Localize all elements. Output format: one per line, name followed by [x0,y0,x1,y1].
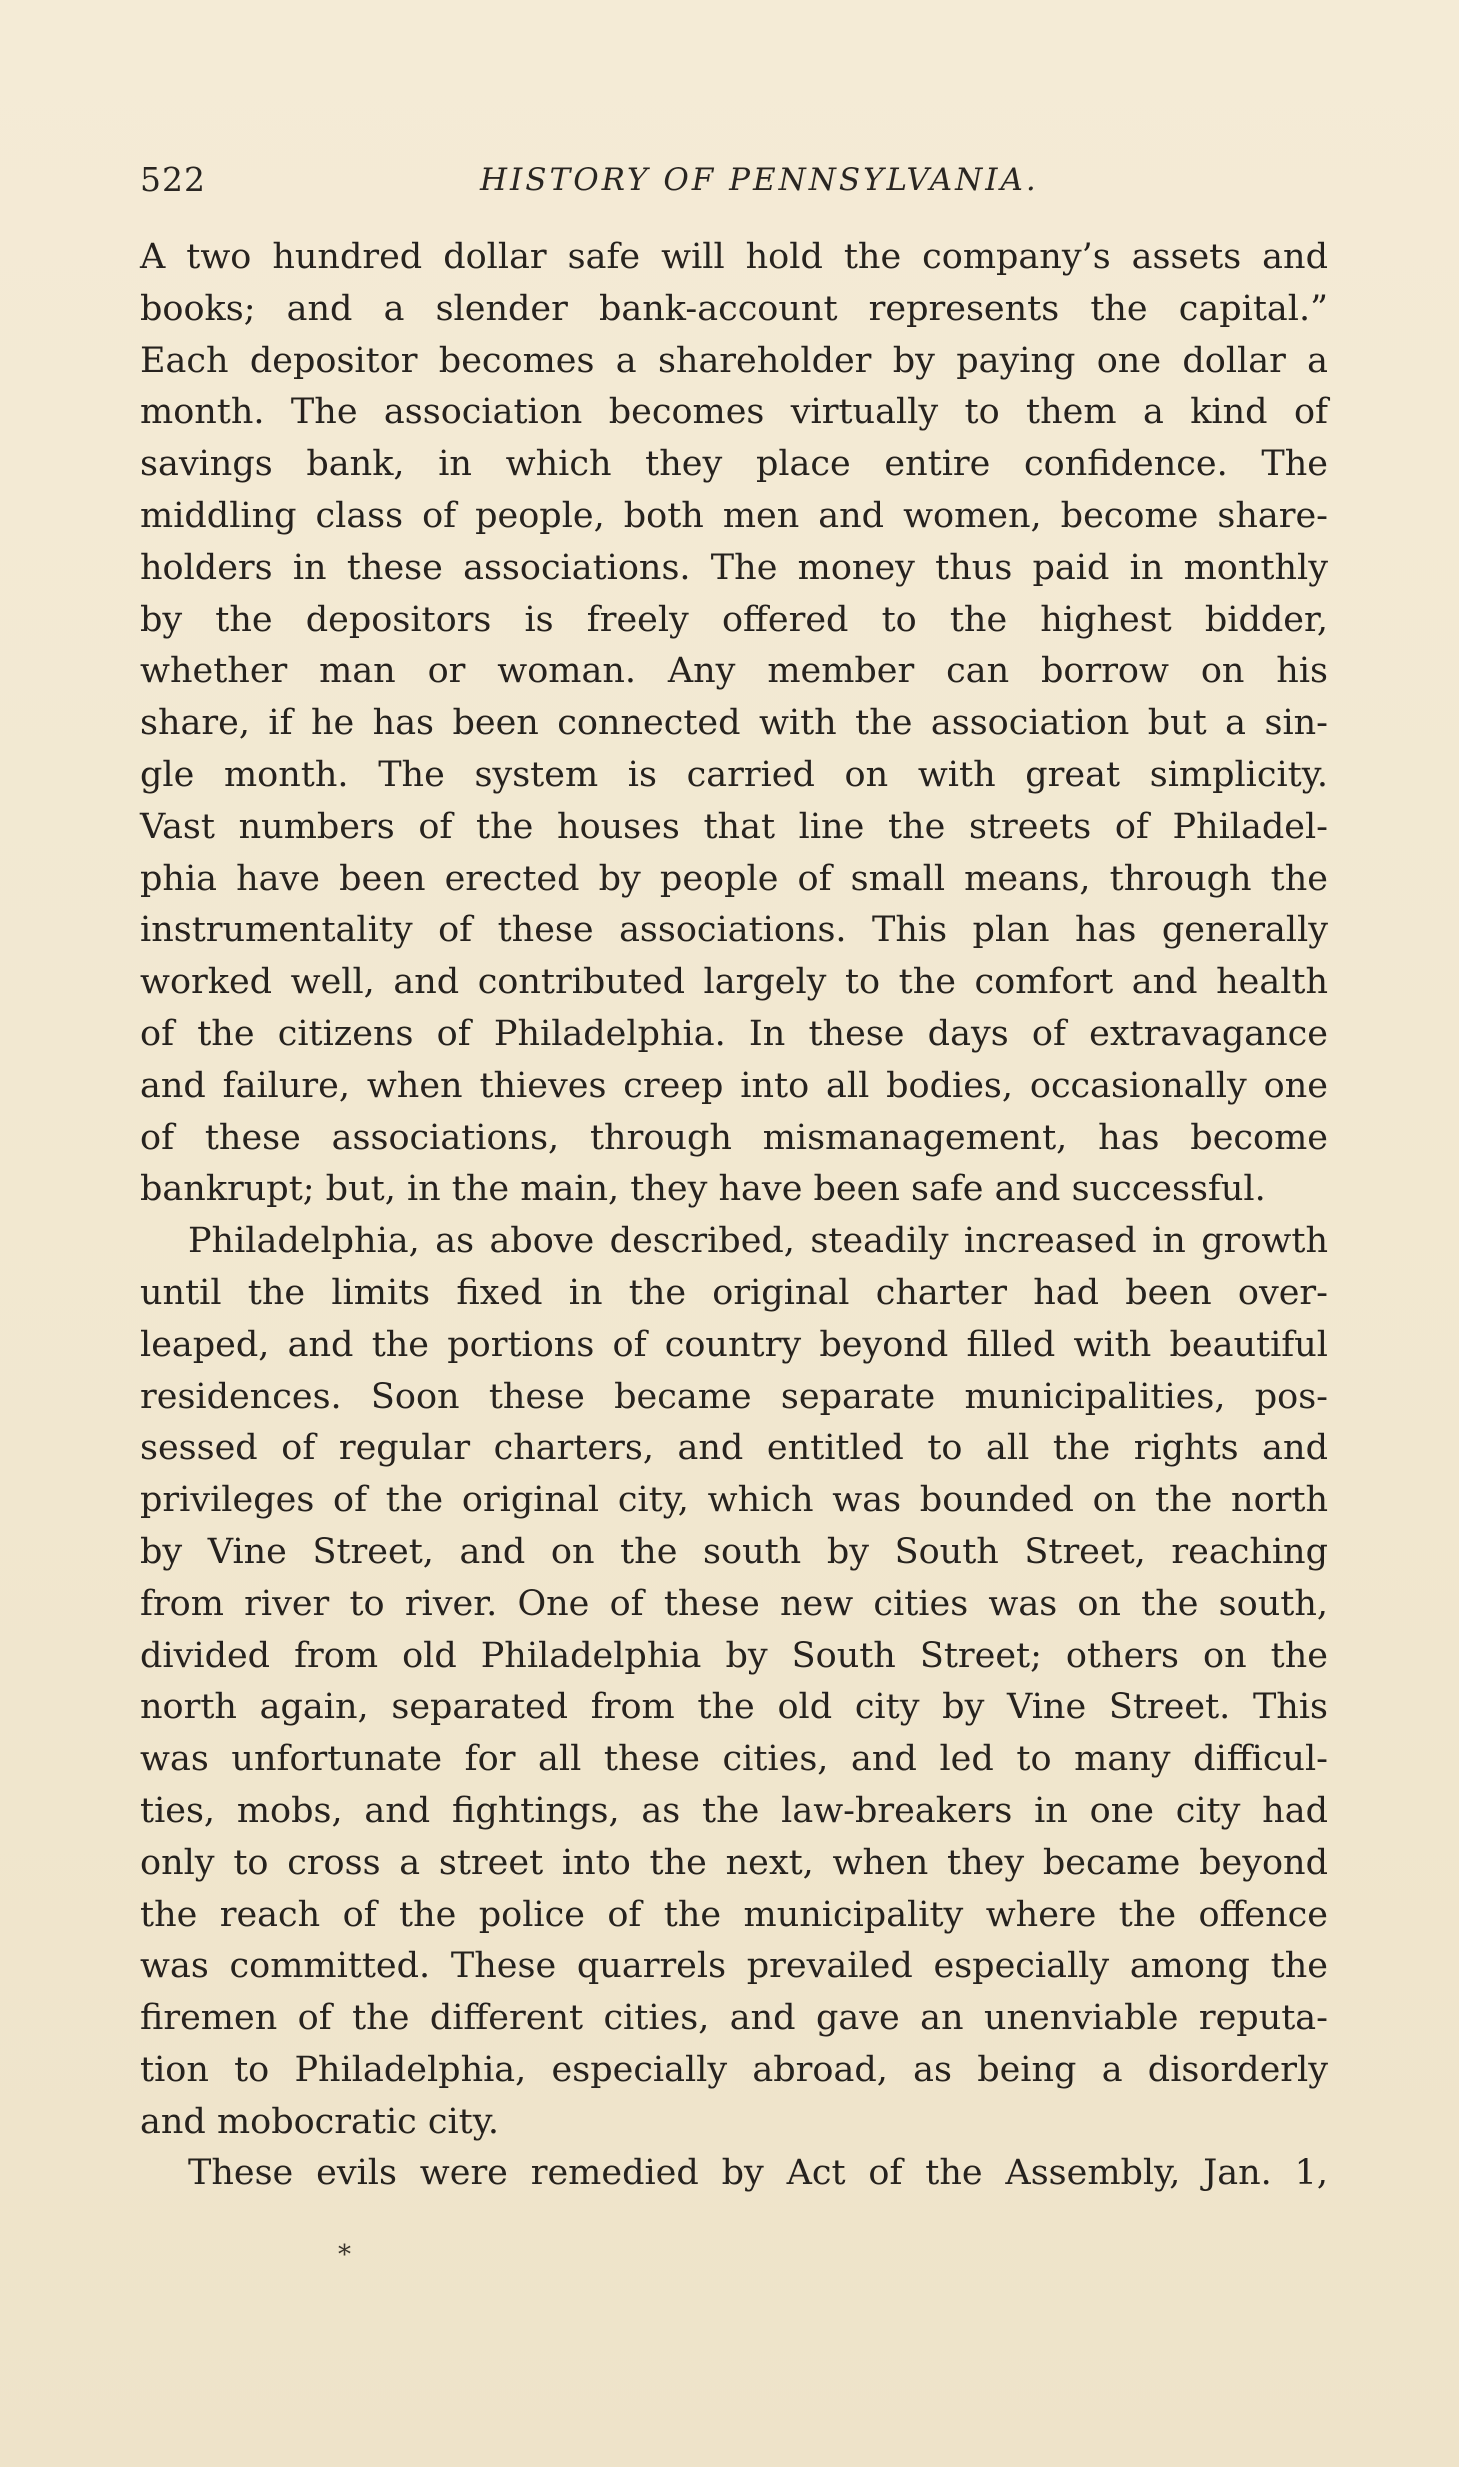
text-line: by Vine Street, and on the south by South Street, reaching [140,1531,1328,1572]
text-line: divided from old Philadelphia by South Street; others on the [140,1635,1328,1676]
text-line: by the depositors is freely offered to the highest bidder, [140,599,1328,640]
text-line: books; and a slender bank-account represents the capital.” [140,288,1328,329]
text-line: and mobocratic city. [140,2101,499,2142]
text-line: Each depositor becomes a shareholder by paying one dollar a [140,340,1328,381]
text-line: worked well, and contributed largely to the comfort and health [140,962,1328,1003]
text-line: was committed. These quarrels prevailed especially among the [140,1946,1328,1987]
text-line: of these associations, through mismanagement, has become [140,1117,1328,1158]
page-number: 522 [140,160,206,199]
text-line: only to cross a street into the next, when they became beyond [140,1842,1328,1883]
text-line: month. The association becomes virtually to them a kind of [140,392,1328,433]
text-line: gle month. The system is carried on with great simplicity. [140,754,1328,795]
page-header [140,160,1320,204]
body-text [140,232,1328,2200]
text-line: whether man or woman. Any member can borrow on his [140,651,1328,692]
text-line: phia have been erected by people of small means, through the [140,858,1328,899]
text-line: A two hundred dollar safe will hold the company’s assets and [140,237,1328,277]
text-line: Philadelphia, as above described, steadily increased in growth [188,1221,1328,1262]
text-line: instrumentality of these associations. This plan has generally [140,910,1328,951]
text-line: These evils were remedied by Act of the Assembly, Jan. 1, [188,2153,1328,2194]
text-line: of the citizens of Philadelphia. In these days of extravagance [140,1013,1328,1054]
text-line: savings bank, in which they place entire confidence. The [140,444,1328,485]
text-line: north again, separated from the old city by Vine Street. This [140,1687,1328,1728]
text-line: and failure, when thieves creep into all bodies, occasionally one [140,1065,1328,1106]
text-line: leaped, and the portions of country beyond filled with beautiful [140,1324,1328,1365]
text-line: sessed of regular charters, and entitled to all the rights and [140,1428,1328,1469]
running-title: HISTORY OF PENNSYLVANIA. [480,162,1039,198]
text-line: firemen of the different cities, and gave an unenviable reputa- [140,1998,1328,2039]
text-line: share, if he has been connected with the association but a sin- [140,703,1328,744]
text-line: was unfortunate for all these cities, and led to many difficul- [140,1739,1328,1780]
text-line: holders in these associations. The money thus paid in monthly [140,547,1328,588]
text-line: privileges of the original city, which was bounded on the north [140,1480,1328,1521]
text-line: residences. Soon these became separate municipalities, pos- [140,1376,1328,1417]
text-line: ties, mobs, and fightings, as the law-breakers in one city had [140,1790,1328,1831]
text-line: middling class of people, both men and women, become share- [140,495,1328,536]
text-line: from river to river. One of these new cities was on the south, [140,1583,1328,1624]
signature-mark: * [338,2240,351,2270]
text-line: tion to Philadelphia, especially abroad, as being a disorderly [140,2049,1328,2090]
text-line: until the limits fixed in the original charter had been over- [140,1272,1328,1313]
text-line: Vast numbers of the houses that line the streets of Philadel- [140,806,1328,847]
text-line: bankrupt; but, in the main, they have been safe and successful. [140,1169,1266,1210]
text-line: the reach of the police of the municipality where the offence [140,1894,1328,1935]
